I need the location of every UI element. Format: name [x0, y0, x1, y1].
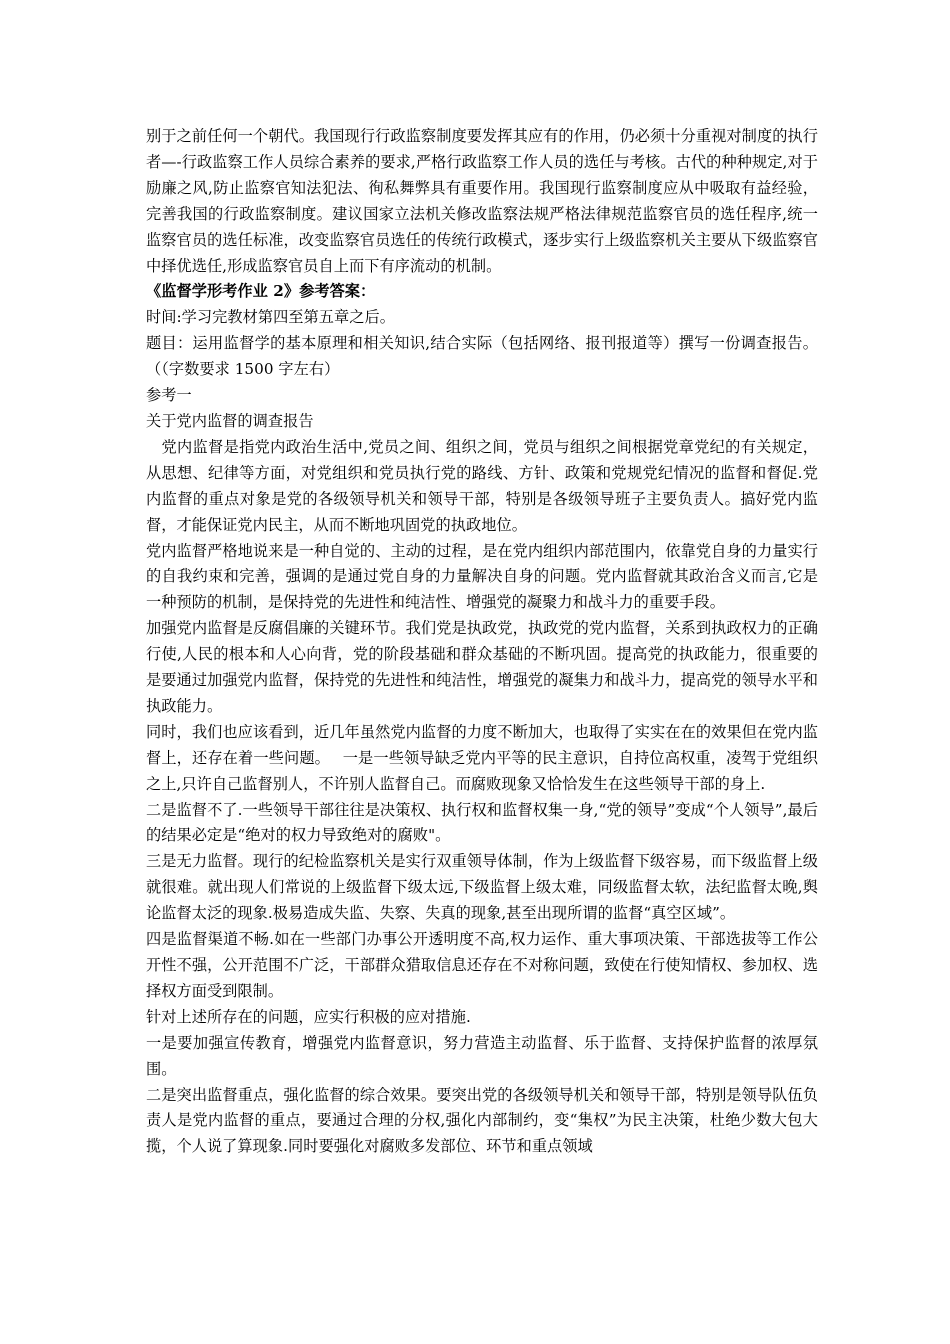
- section-heading: 《监督学形考作业 2》参考答案：: [146, 282, 376, 301]
- paragraph-topic: 题目：运用监督学的基本原理和相关知识,结合实际（包括网络、报刊报道等）撰写一份调查报告。（（字数要求 1500 字左右）: [146, 334, 818, 379]
- paragraph-time: 时间:学习完教材第四至第五章之后。: [146, 308, 395, 327]
- paragraph-definition: 党内监督是指党内政治生活中,党员之间、组织之间，党员与组织之间根据党章党纪的有关规定，从思想、纪律等方面，对党组织和党员执行党的路线、方针、政策和党规党纪情况的监督和督促.党内监督的重点对象是党的各级领导机关和领导干部，特别是各级领导班子主要负责人。搞好党内监督，才能保证党内民主，从而不断地巩固党的执政地位。: [146, 437, 818, 534]
- paragraph-problem-four: 四是监督渠道不畅.如在一些部门办事公开透明度不高,权力运作、重大事项决策、干部选拔等工作公开性不强，公开范围不广泛，干部群众猎取信息还存在不对称问题，致使在行使知情权、参加权、选择权方面受到限制。: [146, 930, 818, 1000]
- report-title: 关于党内监督的调查报告: [146, 411, 314, 430]
- document-body: [146, 124, 818, 1160]
- paragraph-problem-two: 二是监督不了.一些领导干部往往是决策权、执行权和监督权集一身,“党的领导”变成“个人领导”,最后的结果必定是“绝对的权力导致绝对的腐败"。: [146, 800, 818, 845]
- paragraph-reference-label: 参考一: [146, 386, 192, 405]
- paragraph-measure-one: 一是要加强宣传教育，增强党内监督意识，努力营造主动监督、乐于监督、支持保护监督的浓厚氛围。: [146, 1033, 818, 1078]
- paragraph-problems: 同时，我们也应该看到，近几年虽然党内监督的力度不断加大，也取得了实实在在的效果但在党内监督上，还存在着一些问题。 一是一些领导缺乏党内平等的民主意识，自持位高权重，凌驾于党组织之上,只许自己监督别人，不许别人监督自己。而腐败现象又恰恰发生在这些领导干部的身上.: [146, 722, 818, 793]
- paragraph-nature: 党内监督严格地说来是一种自觉的、主动的过程，是在党内组织内部范围内，依靠党自身的力量实行的自我约束和完善，强调的是通过党自身的力量解决自身的问题。党内监督就其政治含义而言,它是一种预防的机制，是保持党的先进性和纯洁性、增强党的凝聚力和战斗力的重要手段。: [146, 541, 818, 612]
- paragraph-importance: 加强党内监督是反腐倡廉的关键环节。我们党是执政党，执政党的党内监督，关系到执政权力的正确行使,人民的根本和人心向背，党的阶段基础和群众基础的不断巩固。提高党的执政能力，很重要的是要通过加强党内监督，保持党的先进性和纯洁性，增强党的凝集力和战斗力，提高党的领导水平和执政能力。: [146, 619, 818, 715]
- paragraph-measures-intro: 针对上述所存在的问题，应实行积极的应对措施.: [146, 1007, 471, 1026]
- paragraph-measure-two: 二是突出监督重点，强化监督的综合效果。要突出党的各级领导机关和领导干部，特别是领导队伍负责人是党内监督的重点，要通过合理的分权,强化内部制约，变“集权”为民主决策，杜绝少数大包大揽，个人说了算现象.同时要强化对腐败多发部位、环节和重点领域: [146, 1085, 818, 1156]
- paragraph-intro: 别于之前任何一个朝代。我国现行行政监察制度要发挥其应有的作用，仍必须十分重视对制度的执行者—-行政监察工作人员综合素养的要求,严格行政监察工作人员的选任与考核。古代的种种规定,对于励廉之风,防止监察官知法犯法、徇私舞弊具有重要作用。我国现行监察制度应从中吸取有益经验，完善我国的行政监察制度。建议国家立法机关修改监察法规严格法律规范监察官员的选任程序,统一监察官员的选任标准，改变监察官员选任的传统行政模式，逐步实行上级监察机关主要从下级监察官中择优选任,形成监察官员自上而下有序流动的机制。: [146, 127, 818, 275]
- paragraph-problem-three: 三是无力监督。现行的纪检监察机关是实行双重领导体制，作为上级监督下级容易，而下级监督上级就很难。就出现人们常说的上级监督下级太远,下级监督上级太难，同级监督太软，法纪监督太晚,舆论监督太泛的现象.极易造成失监、失察、失真的现象,甚至出现所谓的监督“真空区域”。: [146, 852, 818, 923]
